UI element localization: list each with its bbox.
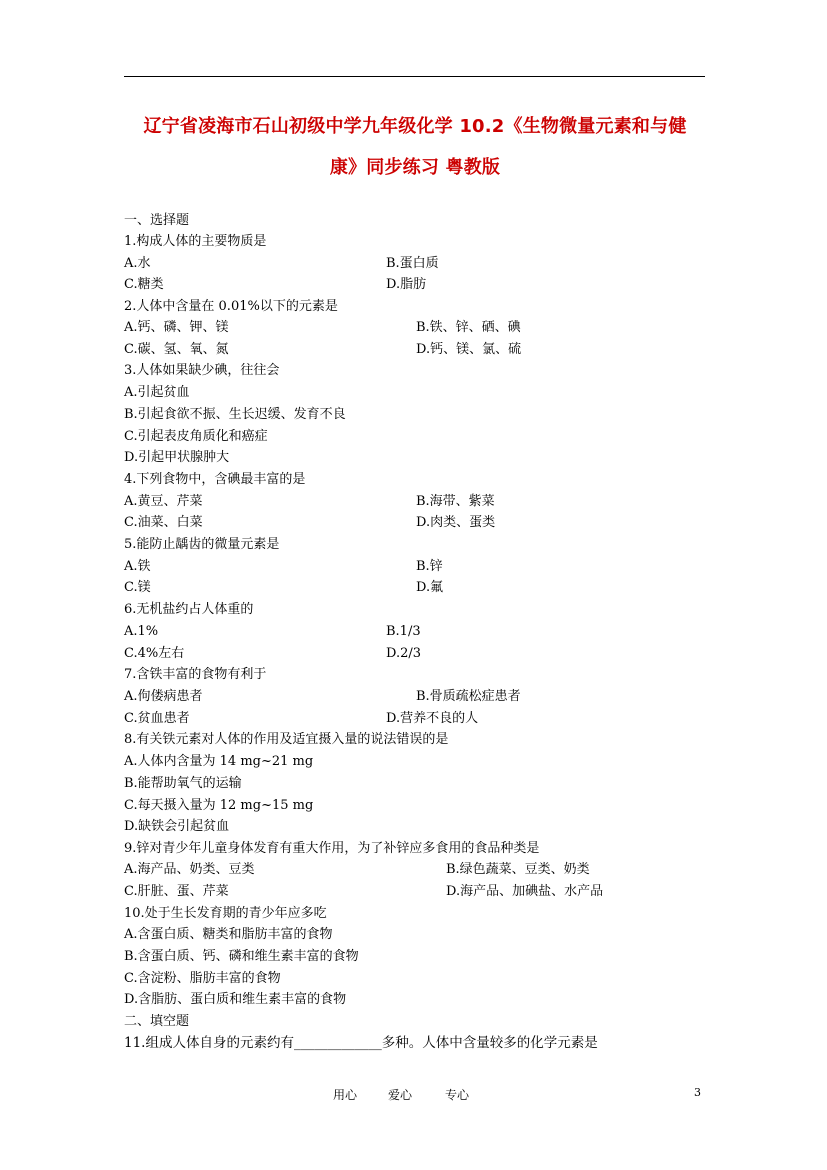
option-b: B.引起食欲不振、生长迟缓、发育不良 <box>124 407 346 422</box>
question-stem: 1.构成人体的主要物质是 <box>124 234 267 249</box>
page-number: 3 <box>694 1086 701 1099</box>
question-stem: 3.人体如果缺少碘，往往会 <box>124 363 280 378</box>
option-b: B.绿色蔬菜、豆类、奶类 <box>446 862 590 877</box>
question-stem: 2.人体中含量在 0.01%以下的元素是 <box>124 299 338 314</box>
option-c: C.含淀粉、脂肪丰富的食物 <box>124 971 281 986</box>
document-title-line-2: 康》同步练习 粤教版 <box>329 157 501 178</box>
option-b: B.1/3 <box>386 624 421 639</box>
option-b: B.能帮助氧气的运输 <box>124 776 242 791</box>
question-stem: 5.能防止龋齿的微量元素是 <box>124 537 280 552</box>
option-b: B.含蛋白质、钙、磷和维生素丰富的食物 <box>124 949 359 964</box>
section-heading-choice: 一、选择题 <box>124 213 190 228</box>
option-c: C.肝脏、蛋、芹菜 <box>124 884 229 899</box>
footer-word-1: 用心 <box>333 1088 358 1102</box>
question-stem: 4.下列食物中，含碘最丰富的是 <box>124 472 306 487</box>
option-a: A.人体内含量为 14 mg~21 mg <box>124 754 314 769</box>
option-a: A.1% <box>124 624 159 639</box>
option-c: C.碳、氢、氧、氮 <box>124 342 229 357</box>
option-a: A.引起贫血 <box>124 385 190 400</box>
fill-question-stem: 11.组成人体自身的元素约有_____________多种。人体中含量较多的化学元素是 <box>124 1035 598 1051</box>
question-stem: 8.有关铁元素对人体的作用及适宜摄入量的说法错误的是 <box>124 732 449 747</box>
option-d: D.缺铁会引起贫血 <box>124 819 230 834</box>
option-b: B.海带、紫菜 <box>416 494 495 509</box>
option-d: D.营养不良的人 <box>386 711 479 726</box>
option-b: B.铁、锌、硒、碘 <box>416 320 521 335</box>
option-b: B.蛋白质 <box>386 256 439 271</box>
header-rule <box>124 76 705 77</box>
option-d: D.肉类、蛋类 <box>416 515 496 530</box>
option-d: D.海产品、加碘盐、水产品 <box>446 884 604 899</box>
footer-word-3: 专心 <box>445 1088 470 1102</box>
option-d: D.2/3 <box>386 646 422 661</box>
question-stem: 10.处于生长发育期的青少年应多吃 <box>124 906 327 921</box>
option-c: C.每天摄入量为 12 mg~15 mg <box>124 798 314 813</box>
option-d: D.钙、镁、氯、硫 <box>416 342 522 357</box>
option-d: D.引起甲状腺肿大 <box>124 450 230 465</box>
option-a: A.佝偻病患者 <box>124 689 203 704</box>
option-b: B.骨质疏松症患者 <box>416 689 521 704</box>
question-stem: 6.无机盐约占人体重的 <box>124 602 254 617</box>
option-d: D.氟 <box>416 580 444 595</box>
option-a: A.钙、磷、钾、镁 <box>124 320 229 335</box>
option-c: C.镁 <box>124 580 151 595</box>
option-d: D.脂肪 <box>386 277 427 292</box>
option-c: C.贫血患者 <box>124 711 190 726</box>
option-a: A.铁 <box>124 559 151 574</box>
question-stem: 9.锌对青少年儿童身体发育有重大作用，为了补锌应多食用的食品种类是 <box>124 841 540 856</box>
document-title-line-1: 辽宁省凌海市石山初级中学九年级化学 10.2《生物微量元素和与健 <box>143 116 687 137</box>
option-c: C.油菜、白菜 <box>124 515 203 530</box>
option-c: C.4%左右 <box>124 646 185 661</box>
option-a: A.水 <box>124 256 151 271</box>
question-stem: 7.含铁丰富的食物有利于 <box>124 667 267 682</box>
option-d: D.含脂肪、蛋白质和维生素丰富的食物 <box>124 992 347 1007</box>
option-a: A.含蛋白质、糖类和脂肪丰富的食物 <box>124 927 333 942</box>
option-a: A.黄豆、芹菜 <box>124 494 203 509</box>
option-a: A.海产品、奶类、豆类 <box>124 862 255 877</box>
option-c: C.糖类 <box>124 277 164 292</box>
footer-word-2: 爱心 <box>388 1088 413 1102</box>
option-b: B.锌 <box>416 559 443 574</box>
section-heading-fill: 二、填空题 <box>124 1014 190 1029</box>
option-c: C.引起表皮角质化和癌症 <box>124 429 268 444</box>
